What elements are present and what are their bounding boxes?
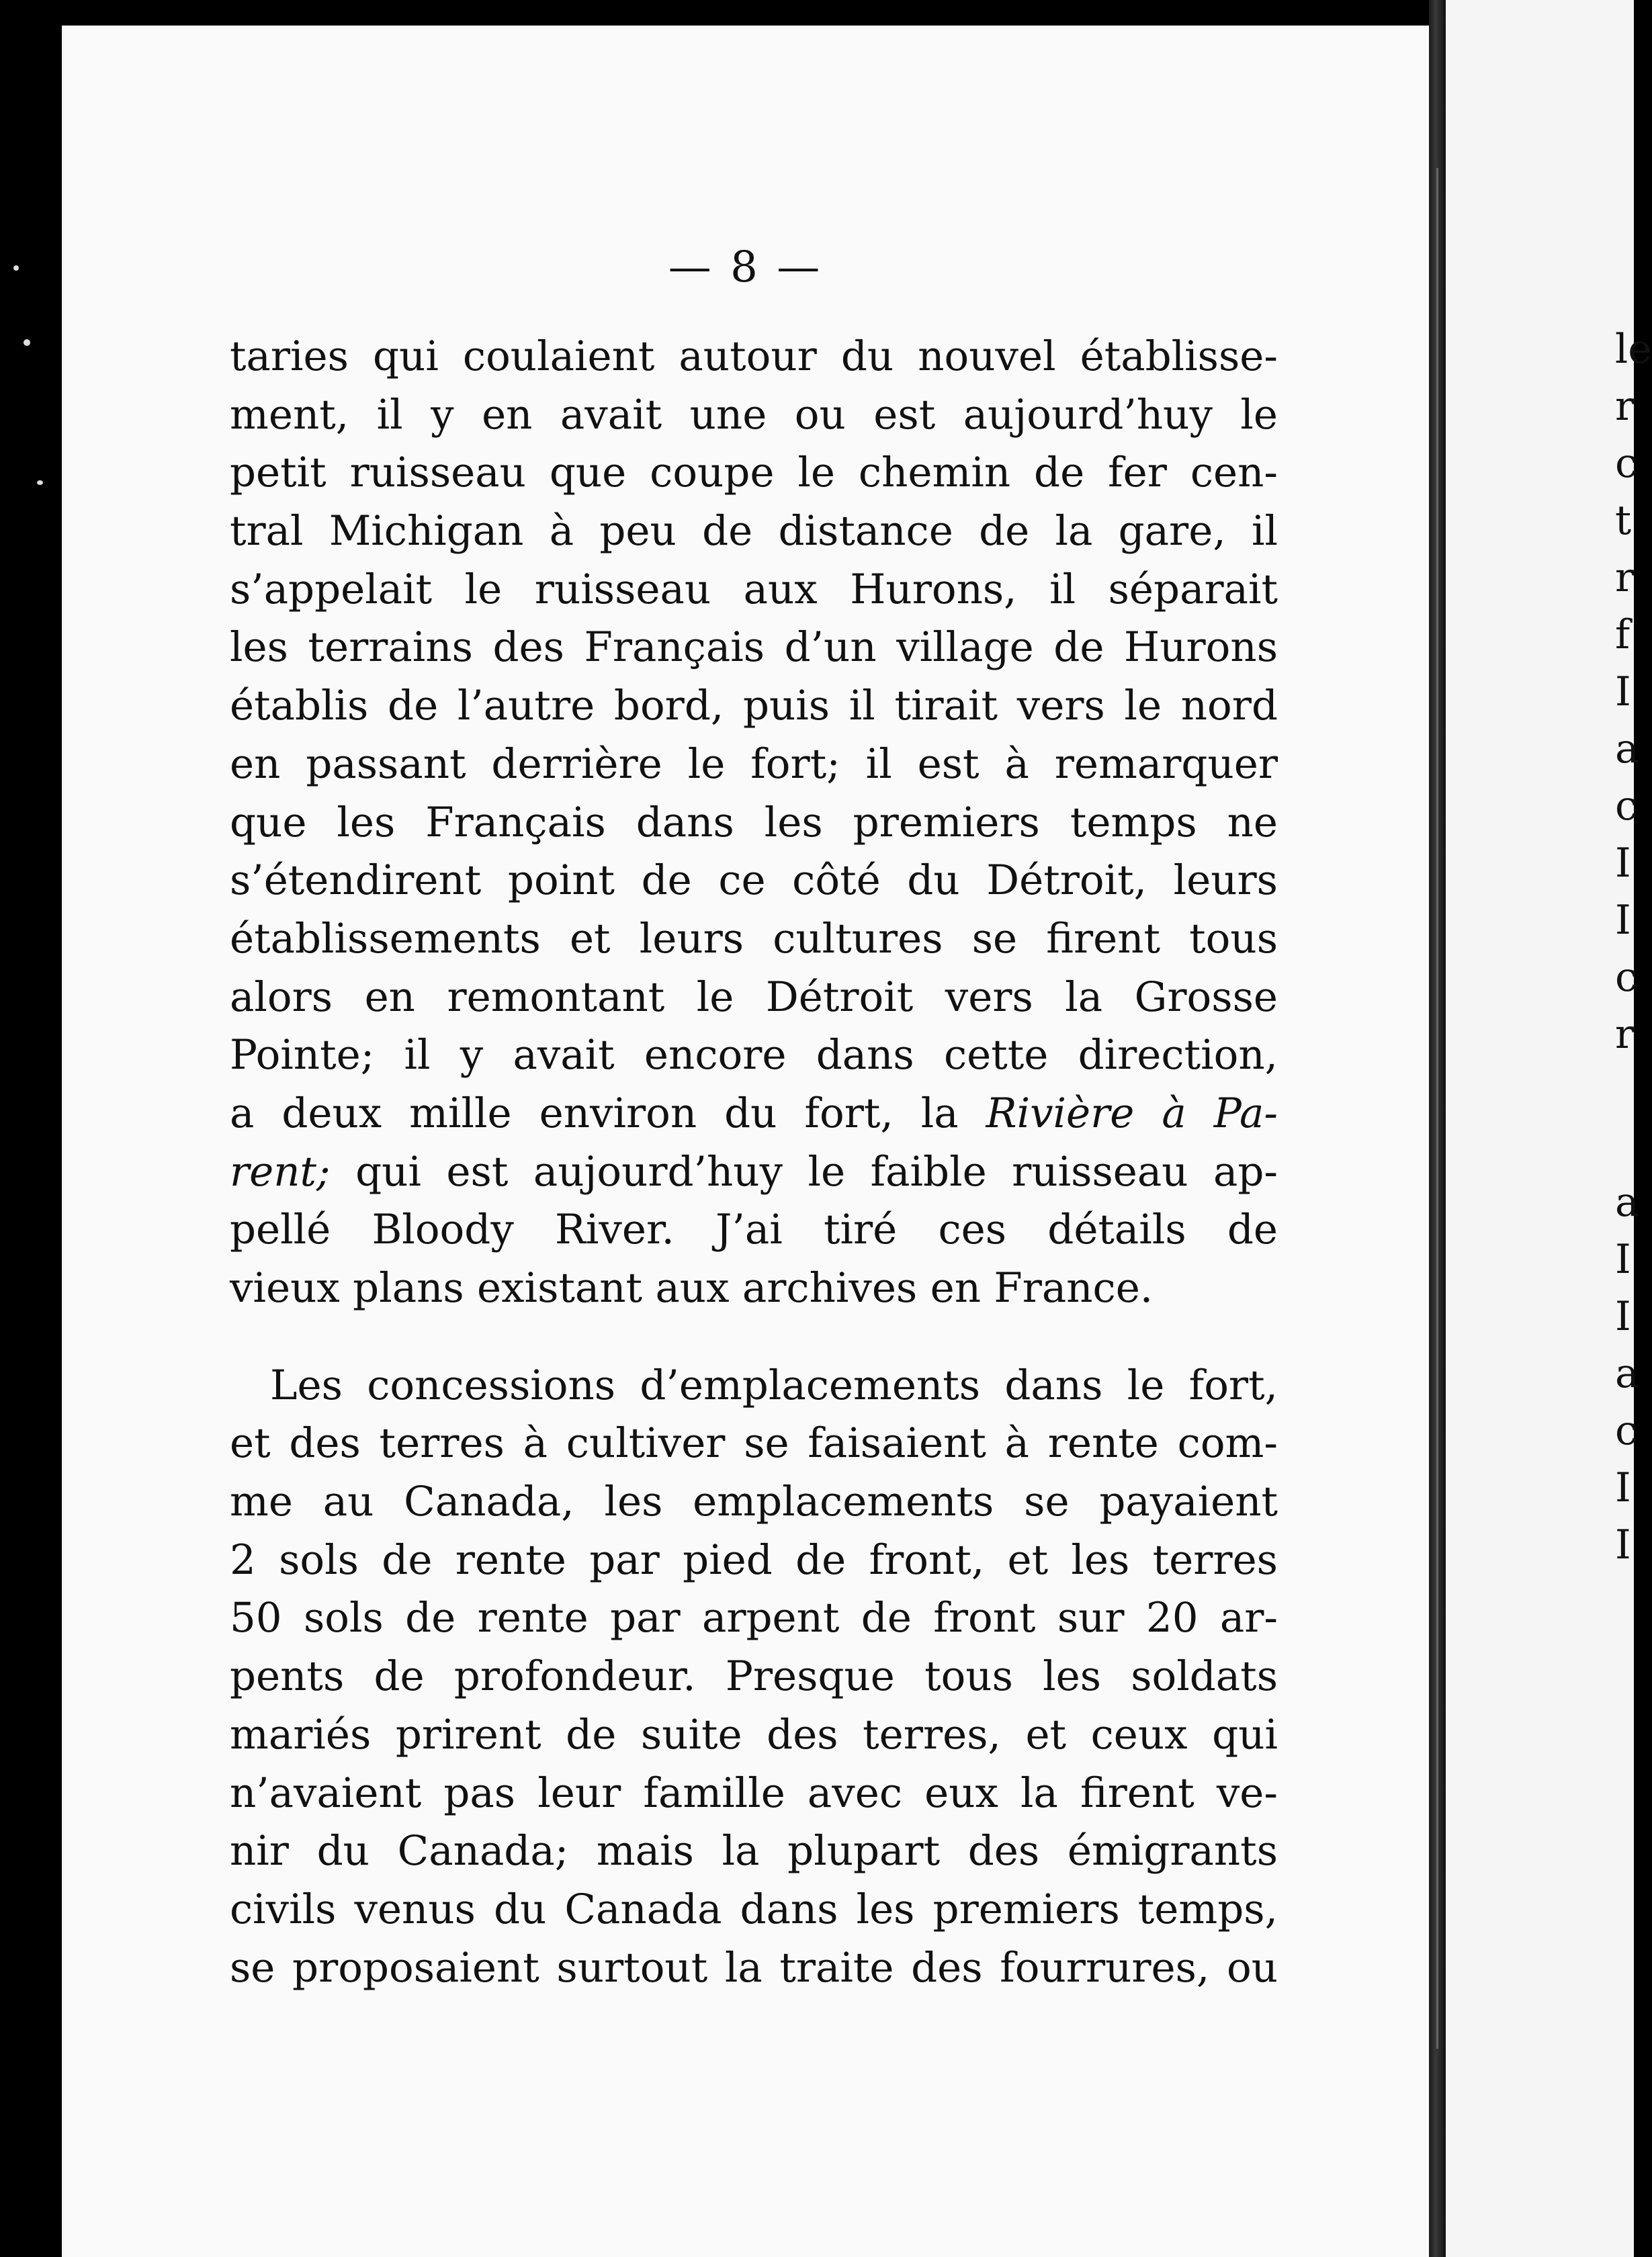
facing-page-char: a (1615, 1179, 1639, 1226)
facing-page-edge (1446, 0, 1652, 2257)
facing-page-char: c (1615, 440, 1638, 487)
text-line: et des terres à cultiver se faisaient à rente com- (230, 1419, 1278, 1468)
text-line: alors en remontant le Détroit vers la Grosse (230, 973, 1278, 1021)
text-segment: a deux mille environ du fort, la (230, 1089, 959, 1137)
facing-page-char: I (1615, 897, 1631, 944)
text-line: vieux plans existant aux archives en France. (230, 1264, 1154, 1312)
text-line: taries qui coulaient autour du nouvel établisse- (230, 333, 1278, 380)
facing-page-char: le (1615, 326, 1652, 373)
text-line: établissements et leurs cultures se firent tous (230, 914, 1278, 963)
text-line: mariés prirent de suite des terres, et ceux qui (230, 1710, 1278, 1759)
text-line: Pointe; il y avait encore dans cette direction, (230, 1031, 1278, 1079)
paragraph-2 (230, 1357, 1278, 1998)
text-line: petit ruisseau que coupe le chemin de fer cen- (230, 449, 1278, 497)
text-segment: qui est aujourd’huy le faible ruisseau ap- (355, 1147, 1278, 1196)
text-line: n’avaient pas leur famille avec eux la firent ve- (230, 1769, 1278, 1817)
facing-page-char: c (1615, 1407, 1638, 1454)
text-line: tral Michigan à peu de distance de la gare, il (230, 507, 1278, 556)
facing-page-char: f (1615, 611, 1631, 658)
facing-page-char: I (1615, 1521, 1631, 1568)
text-line: civils venus du Canada dans les premiers temps, (230, 1885, 1278, 1933)
facing-page-char: I (1615, 1464, 1631, 1511)
facing-page-char: I (1615, 840, 1631, 887)
body-text (230, 328, 1278, 1997)
scan-speck (13, 265, 19, 271)
facing-page-char: r (1615, 554, 1635, 601)
facing-page-char: c (1615, 783, 1638, 830)
paragraph-1 (230, 328, 1278, 1318)
facing-page-char: a (1615, 1350, 1639, 1397)
text-line: s’appelait le ruisseau aux Hurons, il séparait (230, 565, 1278, 613)
facing-page-char: c (1615, 954, 1638, 1001)
text-line: me au Canada, les emplacements se payaient (230, 1478, 1278, 1526)
text-line: en passant derrière le fort; il est à remarquer (230, 740, 1278, 788)
text-line: se proposaient surtout la traite des fourrures, ou (230, 1943, 1278, 1992)
text-line: nir du Canada; mais la plupart des émigrants (230, 1827, 1278, 1875)
text-line: ment, il y en avait une ou est aujourd’huy le (230, 390, 1278, 439)
facing-page-char: I (1615, 668, 1631, 715)
text-line: Les concessions d’emplacements dans le fort, (270, 1361, 1278, 1409)
text-line: pents de profondeur. Presque tous les soldats (230, 1652, 1278, 1701)
book-page (62, 26, 1429, 2257)
page-number: — 8 — (668, 242, 823, 292)
text-line: 50 sols de rente par arpent de front sur 20 ar- (230, 1594, 1278, 1642)
text-line: s’étendirent point de ce côté du Détroit, leurs (230, 856, 1278, 905)
facing-page-char: a (1615, 725, 1639, 772)
scan-speck (37, 480, 43, 485)
text-line: que les Français dans les premiers temps ne (230, 798, 1278, 846)
italic-place-name: Rivière à Pa- (986, 1089, 1278, 1137)
facing-page-char: I (1615, 1236, 1631, 1283)
facing-page-char: r (1615, 383, 1635, 430)
text-line-mixed (230, 1143, 1278, 1202)
text-line: établis de l’autre bord, puis il tirait vers le nord (230, 682, 1278, 730)
text-line: les terrains des Français d’un village de Hurons (230, 623, 1278, 672)
italic-place-name-end: rent; (230, 1147, 331, 1196)
facing-page-char: r (1615, 1011, 1635, 1058)
text-line: 2 sols de rente par pied de front, et les terres (230, 1536, 1278, 1584)
facing-page-char: I (1615, 1293, 1631, 1340)
text-line-mixed (230, 1085, 1278, 1143)
binding-edge (1436, 168, 1438, 2049)
text-line: pellé Bloody River. J’ai tiré ces détails de (230, 1206, 1278, 1254)
facing-page-char: t (1615, 497, 1632, 544)
scan-speck (24, 339, 30, 346)
